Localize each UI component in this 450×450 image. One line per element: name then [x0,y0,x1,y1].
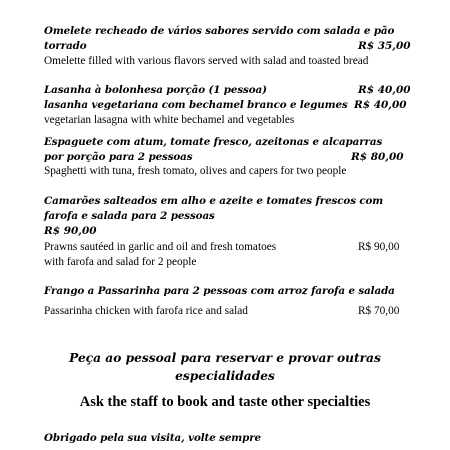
item-omelete-price: R$ 35,00 [358,40,411,52]
item-omelete-name-line1: Omelete recheado de vários sabores servido com salada e pão [44,25,395,37]
item-camaroes-price-en: R$ 90,00 [358,241,400,253]
footer-request-pt-line1: Peça ao pessoal para reservar e provar outras [69,351,381,365]
footer-request-english: Ask the staff to book and taste other specialties [79,394,371,410]
item-camaroes-english-line1: Prawns sautéed in garlic and oil and fresh tomatoes [44,241,277,253]
item-camaroes-price-pt: R$ 90,00 [44,225,97,237]
footer-request-pt-line2: especialidades [175,369,275,383]
item-camaroes-name-line1: Camarões salteados em alho e azeite e tomates frescos com [44,195,384,207]
item-frango-english: Passarinha chicken with farofa rice and salad [44,305,248,317]
item-lasanha-name: Lasanha à bolonhesa porção (1 pessoa) [44,84,267,96]
footer-thanks: Obrigado pela sua visita, volte sempre [44,432,261,444]
item-espaguete-english: Spaghetti with tuna, fresh tomato, olives and capers for two people [44,165,347,177]
item-lasanha-vegetariana-price: R$ 40,00 [354,99,407,111]
item-omelete-english: Omelette filled with various flavors served with salad and toasted bread [44,55,369,67]
item-camaroes-english-line2: with farofa and salad for 2 people [44,256,197,268]
item-lasanha-price: R$ 40,00 [358,84,411,96]
item-frango-name: Frango a Passarinha para 2 pessoas com arroz farofa e salada [44,285,395,297]
item-omelete-name-line2: torrado [44,40,87,52]
item-espaguete-name-line1: Espaguete com atum, tomate fresco, azeitonas e alcaparras [44,136,383,148]
item-espaguete-price: R$ 80,00 [351,151,404,163]
item-lasanha-english: vegetarian lasagna with white bechamel and vegetables [44,114,295,126]
item-frango-price: R$ 70,00 [358,305,400,317]
item-camaroes-name-line2: farofa e salada para 2 pessoas [44,210,215,222]
item-lasanha-vegetariana-name: lasanha vegetariana com bechamel branco e legumes [44,99,348,111]
item-espaguete-name-line2: por porção para 2 pessoas [44,151,193,163]
